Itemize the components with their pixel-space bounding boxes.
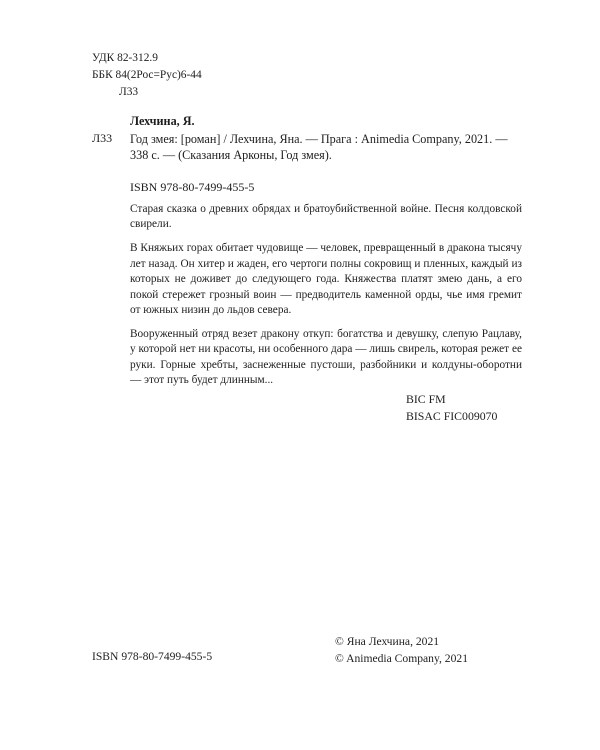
annotation — [130, 202, 522, 397]
author-mark: Л33 — [119, 86, 139, 98]
copyright-block — [335, 633, 468, 667]
bic-code: BIC FM — [406, 392, 446, 406]
isbn-bottom: ISBN 978-80-7499-455-5 — [92, 650, 213, 663]
annotation-paragraph: В Княжьих горах обитает чудовище — человек, превращенный в дракона тысячу лет назад. Он хитер и жаден, его чертоги полны сокровищ и пленных, каждый из которых не доживет до следующего года. Княжества платят змею дань, а его покой стережет грозный воин — предводитель каменной орды, чье имя гремит от южных низин до льдов севера. — [130, 242, 522, 317]
udk-block — [92, 50, 202, 101]
author-code: Л33 — [92, 131, 113, 145]
isbn-top: ISBN 978-80-7499-455-5 — [130, 180, 255, 194]
classification-codes — [406, 391, 497, 425]
author-name: Лехчина, Я. — [130, 114, 195, 128]
annotation-paragraph: Старая сказка о древних обрядах и братоубийственной войне. Песня колдовской свирели. — [130, 203, 522, 231]
annotation-paragraph: Вооруженный отряд везет дракону откуп: богатства и девушку, слепую Рацлаву, у которой нет ни красоты, ни особенного дара — лишь свирель, которая режет ее руки. Горные хребты, заснеженные пустоши, разбойники и колдуны-оборотни — этот путь будет длинным... — [130, 328, 522, 387]
bibliographic-description: Год змея: [роман] / Лехчина, Яна. — Прага : Animedia Company, 2021. — 338 с. — (Сказания Арконы, Год змея). — [130, 132, 508, 163]
udk-code: УДК 82-312.9 — [92, 52, 158, 64]
copyright-publisher: © Animedia Company, 2021 — [335, 652, 468, 665]
bisac-code: BISAC FIC009070 — [406, 409, 498, 423]
bbk-code: ББК 84(2Рос=Рус)6-44 — [92, 69, 202, 81]
copyright-author: © Яна Лехчина, 2021 — [335, 635, 440, 648]
